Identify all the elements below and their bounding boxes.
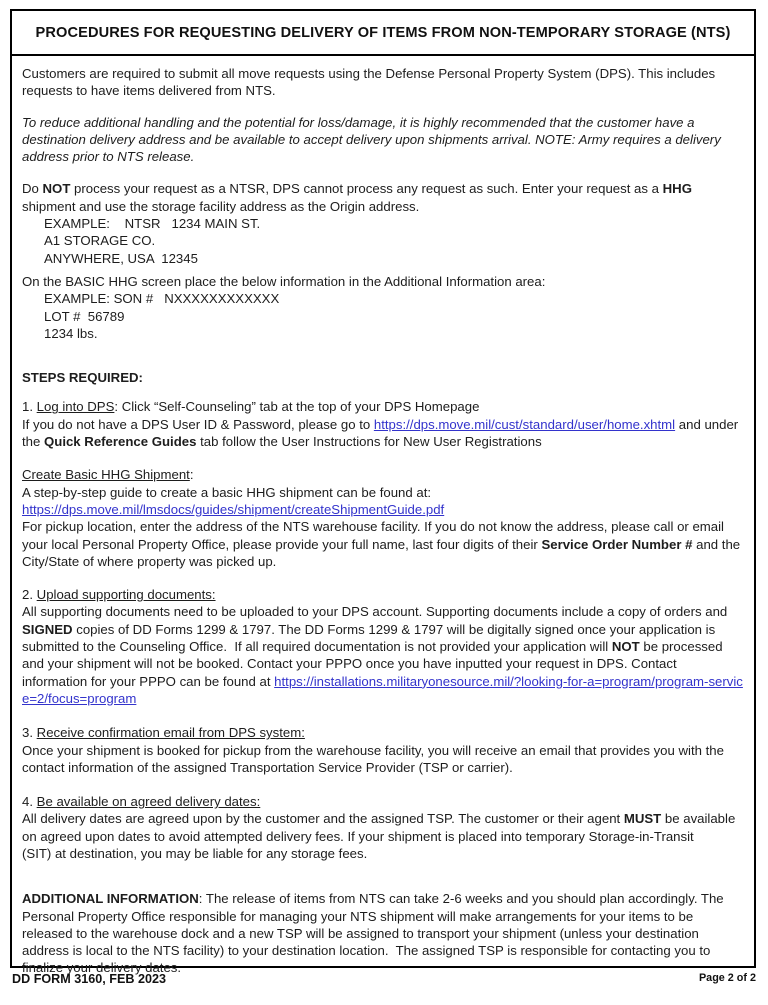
text-run: Create Basic HHG Shipment — [22, 467, 190, 483]
create-shipment-heading — [22, 466, 745, 483]
spacer — [22, 707, 745, 724]
text-run: ADDITIONAL INFORMATION — [22, 891, 199, 907]
example-lot-line — [22, 308, 745, 325]
text-run: Once your shipment is booked for pickup from the warehouse facility, you will receive an email that provides you with the contact information of the assigned Transportation Service Provider (TSP or carrier). — [22, 742, 728, 775]
step-3-heading — [22, 724, 745, 741]
text-run: Receive confirmation email from DPS system: — [36, 725, 305, 741]
text-run: (SIT) at destination, you may be liable for any storage fees. — [22, 845, 368, 861]
text-run: If you do not have a DPS User ID & Password, please go to — [22, 416, 374, 432]
form-border-box — [10, 9, 756, 976]
text-run: MUST — [623, 811, 662, 827]
text-run: EXAMPLE: NTSR 1234 MAIN ST. — [44, 216, 261, 232]
text-run: NOT — [611, 639, 640, 655]
example-ntsr-line-2 — [22, 232, 745, 249]
form-title-bar — [12, 11, 754, 56]
spacer — [22, 776, 745, 793]
page-number-label: Page 2 of 2 — [698, 972, 756, 984]
recommendation-paragraph — [22, 114, 745, 166]
text-run: All delivery dates are agreed upon by the customer and the assigned TSP. The customer or their agent — [22, 811, 624, 827]
spacer — [22, 862, 745, 890]
hyperlink[interactable]: https://dps.move.mil/lmsdocs/guides/shipment/createShipmentGuide.pdf — [22, 501, 445, 517]
text-run: Customers are required to submit all move requests using the Defense Personal Property System (DPS). This includes requests to have items delivered from NTS. — [22, 66, 719, 99]
step-2-heading — [22, 586, 745, 603]
text-run: All supporting documents need to be uploaded to your DPS account. Supporting documents include a copy of orders and — [22, 604, 731, 620]
text-run: LOT # 56789 — [44, 308, 125, 324]
step-4-body — [22, 810, 745, 862]
text-run: NOT — [42, 181, 71, 197]
document-body — [12, 56, 754, 977]
intro-paragraph — [22, 65, 745, 100]
text-run: 4. — [22, 794, 37, 810]
spacer — [22, 100, 745, 114]
step-1-body — [22, 416, 745, 451]
text-run: Be available on agreed delivery dates: — [36, 794, 261, 810]
text-run: and under the — [22, 416, 742, 450]
form-footer — [12, 972, 756, 986]
create-shipment-body — [22, 484, 745, 570]
text-run: Upload supporting documents: — [36, 587, 216, 603]
spacer — [22, 570, 745, 586]
text-run: Quick Reference Guides — [44, 434, 197, 450]
text-run: To reduce additional handling and the potential for loss/damage, it is highly recommended that the customer have a destination delivery address and be available to accept delivery upon shipments arrival. NOTE: Army requires a delivery address prior to NTS release. — [22, 114, 725, 165]
text-run: process your request as a NTSR, DPS cannot process any request as such. Enter your request as a — [70, 181, 663, 197]
hyperlink[interactable]: https://installations.militaryonesource.mil/?looking-for-a=program/program-service=2/focus=program — [22, 673, 743, 706]
text-run: EXAMPLE: SON # NXXXXXXXXXXXX — [44, 291, 280, 307]
additional-information-paragraph — [22, 890, 745, 976]
text-run: A1 STORAGE CO. — [44, 233, 156, 249]
text-run: SIGNED — [22, 621, 73, 637]
text-run: be processed and your shipment will not be booked. Contact your PPPO once you have inputted your request in DPS. Contact information for your PPPO can be found at — [22, 639, 727, 689]
hyperlink[interactable]: https://dps.move.mil/cust/standard/user/home.xhtml — [373, 416, 676, 432]
text-run: and the City/State of where property was picked up. — [22, 536, 744, 569]
form-number-label: DD FORM 3160, FEB 2023 — [12, 972, 166, 986]
text-run: shipment and use the storage facility address as the Origin address. — [22, 181, 696, 214]
example-ntsr-line-3 — [22, 250, 745, 267]
step-4-heading — [22, 793, 745, 810]
step-2-body — [22, 603, 745, 707]
basic-hhg-paragraph — [22, 273, 745, 290]
spacer — [22, 450, 745, 466]
text-run: A step-by-step guide to create a basic HHG shipment can be found at: — [22, 484, 432, 500]
text-run: 2. — [22, 587, 37, 603]
spacer — [22, 165, 745, 180]
text-run: On the BASIC HHG screen place the below information in the Additional Information area: — [22, 273, 546, 289]
example-lbs-line — [22, 325, 745, 342]
text-run: ANYWHERE, USA 12345 — [44, 250, 198, 266]
text-run: Log into DPS — [36, 399, 115, 415]
text-run: Service Order Number # — [541, 536, 693, 552]
spacer — [22, 386, 745, 398]
do-not-ntsr-paragraph — [22, 180, 745, 215]
text-run: Do — [22, 181, 43, 197]
text-run: 1. — [22, 399, 37, 415]
text-run: For pickup location, enter the address of the NTS warehouse facility. If you do not know the address, please call or email your local Personal Property Office, please provide your full name, last four digits of their — [22, 519, 728, 552]
steps-required-heading — [22, 369, 745, 386]
step-3-body — [22, 742, 745, 777]
text-run: 3. — [22, 725, 37, 741]
step-1-heading — [22, 398, 745, 415]
example-ntsr-line-1 — [22, 215, 745, 232]
text-run: HHG — [662, 181, 692, 197]
text-run: : The release of items from NTS can take 2-6 weeks and you should plan accordingly. The Personal Property Office responsible for managing your NTS shipment will make arrangements for your items to be released to the warehouse dock and a new TSP will be assigned to transport your shipment (unless your destination address is local to the NTS facility) to your destination location. The assigned TSP is responsible for contacting you to finalize your delivery dates. — [22, 891, 728, 976]
text-run: 1234 lbs. — [44, 325, 98, 341]
page-title: PROCEDURES FOR REQUESTING DELIVERY OF ITEMS FROM NON-TEMPORARY STORAGE (NTS) — [35, 24, 731, 41]
text-run: : — [189, 467, 194, 483]
text-run: STEPS REQUIRED: — [22, 370, 143, 386]
text-run: : Click “Self-Counseling” tab at the top of your DPS Homepage — [114, 399, 480, 415]
example-son-line — [22, 290, 745, 307]
text-run: copies of DD Forms 1299 & 1797. The DD Forms 1299 & 1797 will be digitally signed once your application is submitted to the Counseling Office. If all required documentation is not provided your application will — [22, 621, 719, 655]
text-run: tab follow the User Instructions for New User Registrations — [196, 434, 542, 450]
spacer — [22, 342, 745, 369]
text-run: be available on agreed upon dates to avoid attempted delivery fees. If your shipment is placed into temporary Storage-in-Transit — [22, 811, 739, 844]
